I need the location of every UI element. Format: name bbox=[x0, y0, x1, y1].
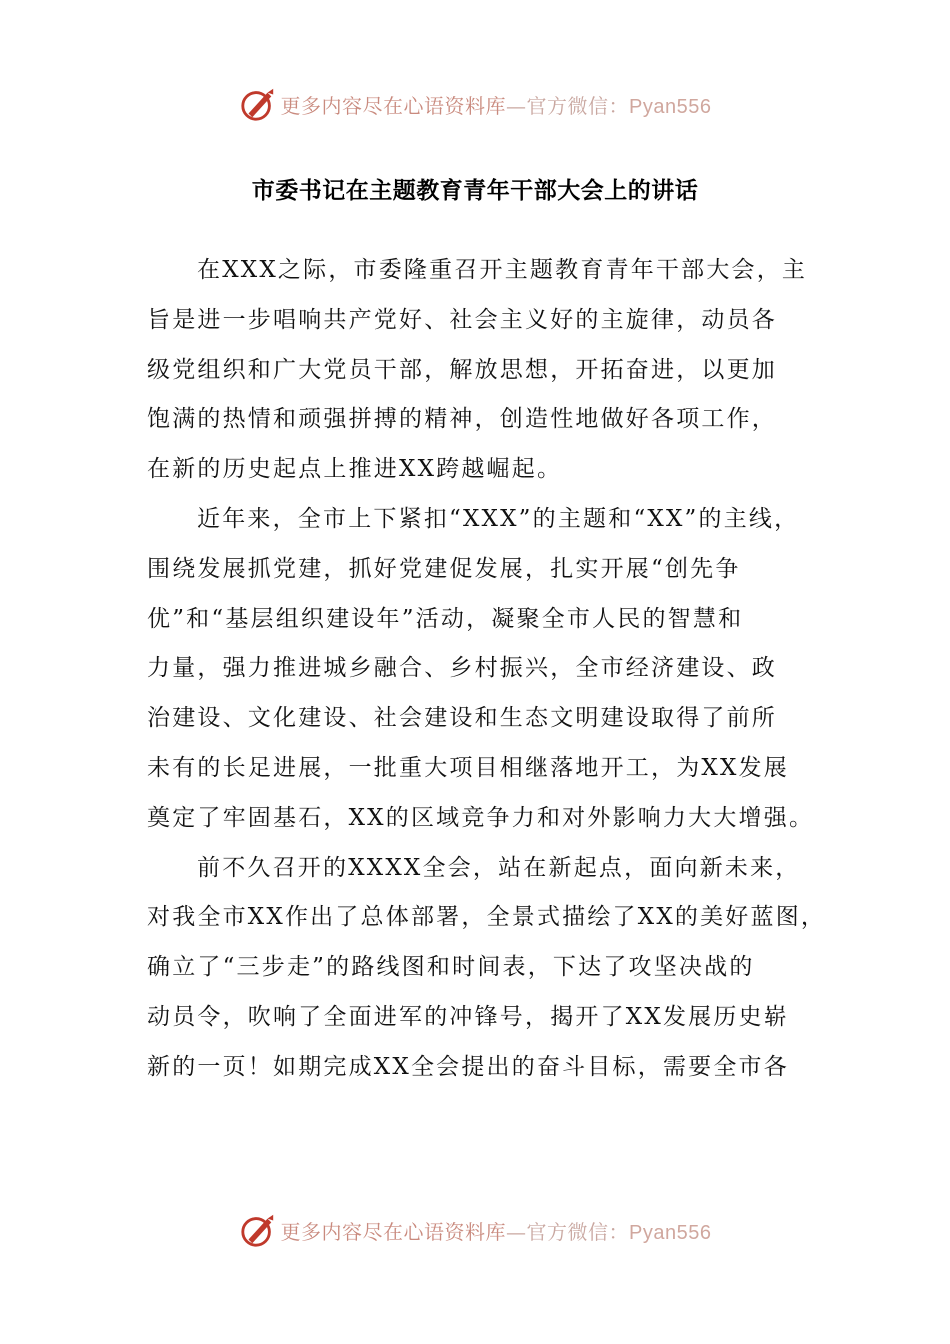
body-line: 新的一页！如期完成XX全会提出的奋斗目标，需要全市各 bbox=[147, 1053, 789, 1080]
body-line: 围绕发展抓党建，抓好党建促发展，扎实开展“创先争 bbox=[147, 555, 741, 582]
body-line: 优”和“基层组织建设年”活动，凝聚全市人民的智慧和 bbox=[147, 605, 744, 632]
body-line: 在新的历史起点上推进XX跨越崛起。 bbox=[147, 456, 563, 483]
banner-site-text: 更多内容尽在心语资料库 bbox=[280, 1219, 507, 1244]
banner-wechat-id: Pyan556 bbox=[629, 95, 712, 118]
body-line: 级党组织和广大党员干部，解放思想，开拓奋进，以更加 bbox=[147, 356, 777, 383]
body-line: 未有的长足进展，一批重大项目相继落地开工，为XX发展 bbox=[147, 754, 789, 781]
banner-dash: — bbox=[506, 1219, 527, 1244]
body-line: 力量，强力推进城乡融合、乡村振兴，全市经济建设、政 bbox=[147, 655, 777, 682]
body-line: 前不久召开的XXXX全会，站在新起点，面向新未来， bbox=[197, 854, 801, 881]
body-line: 旨是进一步唱响共产党好、社会主义好的主旋律，动员各 bbox=[147, 306, 777, 333]
body-line: 动员令，吹响了全面进军的冲锋号，揭开了XX发展历史崭 bbox=[147, 1003, 789, 1030]
body-line: 近年来，全市上下紧扣“XXX”的主题和“XX”的主线， bbox=[197, 505, 800, 532]
body-line: 饱满的热情和顽强拼搏的精神，创造性地做好各项工作， bbox=[147, 406, 777, 433]
body-line: 确立了“三步走”的路线图和时间表，下达了攻坚决战的 bbox=[147, 954, 755, 981]
banner-site-text: 更多内容尽在心语资料库 bbox=[280, 93, 507, 118]
banner-dash: — bbox=[506, 93, 527, 118]
banner-text bbox=[281, 1216, 712, 1245]
body-line: 在XXX之际，市委隆重召开主题教育青年干部大会，主 bbox=[197, 257, 808, 283]
pen-nib-logo-icon bbox=[239, 1211, 277, 1249]
pen-nib-logo-icon bbox=[239, 85, 277, 123]
top-watermark-banner bbox=[0, 82, 950, 126]
banner-wechat-id: Pyan556 bbox=[629, 1221, 712, 1244]
banner-official-text: 官方微信： bbox=[526, 1219, 630, 1244]
banner-text bbox=[281, 90, 712, 119]
bottom-watermark-banner bbox=[0, 1208, 950, 1252]
document-title: 市委书记在主题教育青年干部大会上的讲话 bbox=[251, 178, 699, 204]
body-line: 对我全市XX作出了总体部署，全景式描绘了XX的美好蓝图， bbox=[147, 904, 827, 931]
body-line: 奠定了牢固基石，XX的区域竞争力和对外影响力大大增强。 bbox=[147, 804, 815, 831]
document-body bbox=[147, 246, 827, 1093]
body-line: 治建设、文化建设、社会建设和生态文明建设取得了前所 bbox=[147, 705, 777, 732]
banner-official-text: 官方微信： bbox=[526, 93, 630, 118]
